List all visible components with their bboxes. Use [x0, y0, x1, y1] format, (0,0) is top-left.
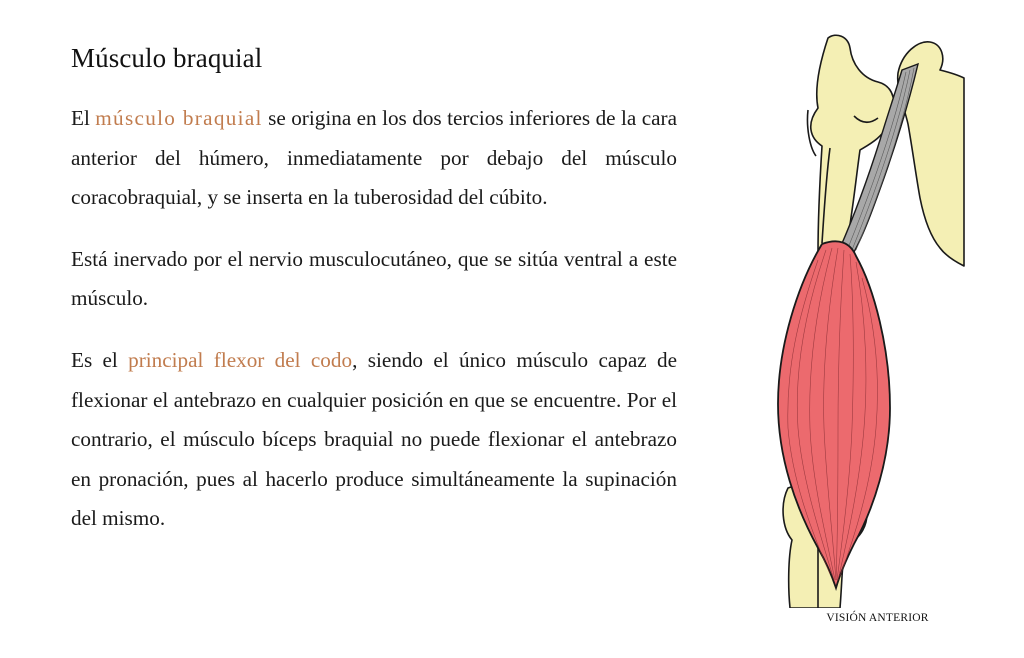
paragraph-innervation	[71, 240, 677, 319]
p1-text-before: El	[71, 106, 96, 130]
p2-text: Está inervado por el nervio musculocutáneo, que se sitúa ventral a este músculo.	[71, 246, 677, 311]
figure-caption: VISIÓN ANTERIOR	[826, 612, 929, 624]
highlight-musculo-braquial: músculo braquial	[95, 106, 263, 130]
article	[71, 38, 677, 539]
highlight-principal-flexor: principal flexor del codo	[128, 347, 353, 372]
p3-text-before: Es el	[71, 347, 129, 372]
paragraph-origin	[71, 99, 677, 218]
paragraph-function	[71, 341, 677, 539]
brachialis-illustration	[770, 28, 970, 608]
p1-text-after: se origina en los dos tercios inferiores de la cara anterior del húmero, inmediatamente por debajo del músculo coracobraquial, y se inserta en la tuberosidad del cúbito.	[71, 106, 677, 210]
p3-text-after: , siendo el único músculo capaz de flexionar el antebrazo en cualquier posición en que se encuentre. Por el contrario, el músculo bíceps braquial no puede flexionar el antebrazo en pronación, pues al hacerlo produce simultáneamente la supinación del mismo.	[71, 347, 678, 531]
page-title: Músculo braquial	[71, 43, 263, 73]
